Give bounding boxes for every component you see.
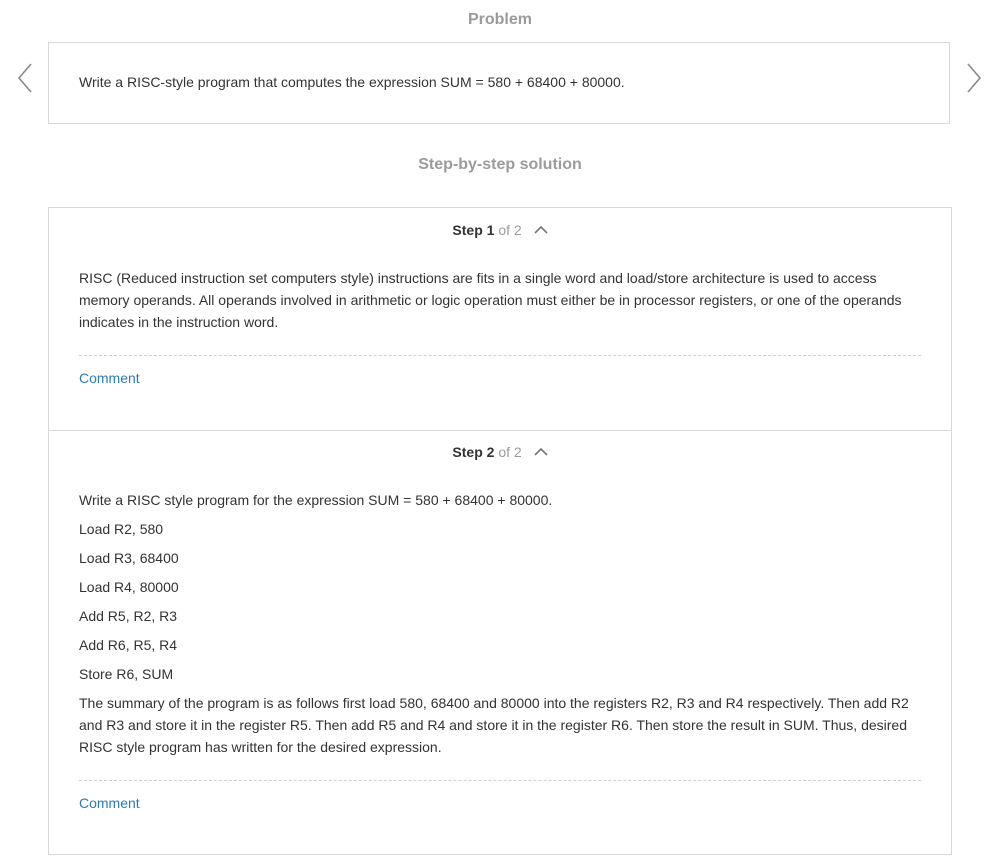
divider — [79, 355, 921, 356]
problem-heading: Problem — [467, 11, 532, 28]
comment-link[interactable]: Comment — [79, 370, 140, 386]
step-label: Step 1 — [452, 222, 495, 238]
code-line: Store R6, SUM — [79, 666, 174, 682]
code-line: Load R3, 68400 — [79, 550, 179, 566]
chevron-right-icon[interactable] — [964, 62, 984, 94]
step-paragraph: The summary of the program is as follows first load 580, 68400 and 80000 into the registers R2, R3 and R4 respectively. Then add R2 and R3 and store it in the register R5. Then add R5 and R4 and store it in the register R6. Then store the result in SUM. Thus, desired RISC style program has written for the desired expression. — [79, 695, 909, 755]
step-paragraph: RISC (Reduced instruction set computers style) instructions are fits in a single word and load/store architecture is used to access memory operands. All operands involved in arithmetic or logic operation must either be in processor registers, or one of the operands indicates in the instruction word. — [79, 270, 902, 330]
step-header[interactable] — [49, 221, 951, 240]
chevron-up-icon[interactable] — [534, 442, 548, 460]
chevron-left-icon[interactable] — [15, 62, 35, 94]
problem-statement: Write a RISC-style program that computes the expression SUM = 580 + 68400 + 80000. — [79, 74, 625, 90]
step-content — [79, 267, 921, 340]
step-count: of 2 — [498, 222, 522, 238]
chevron-up-icon[interactable] — [534, 220, 548, 238]
step-panel — [49, 208, 951, 431]
step-paragraph: Write a RISC style program for the expression SUM = 580 + 68400 + 80000. — [79, 492, 553, 508]
code-line: Load R2, 580 — [79, 521, 164, 537]
step-label: Step 2 — [452, 444, 495, 460]
divider — [79, 780, 921, 781]
comment-link[interactable]: Comment — [79, 795, 140, 811]
step-count: of 2 — [498, 444, 522, 460]
step-content — [79, 489, 921, 765]
problem-card — [48, 42, 950, 124]
solution-steps — [48, 207, 952, 855]
code-line: Add R5, R2, R3 — [79, 608, 178, 624]
code-line: Add R6, R5, R4 — [79, 637, 178, 653]
step-panel — [49, 430, 951, 854]
code-line: Load R4, 80000 — [79, 579, 179, 595]
solution-heading: Step-by-step solution — [418, 156, 582, 173]
step-header[interactable] — [49, 443, 951, 462]
